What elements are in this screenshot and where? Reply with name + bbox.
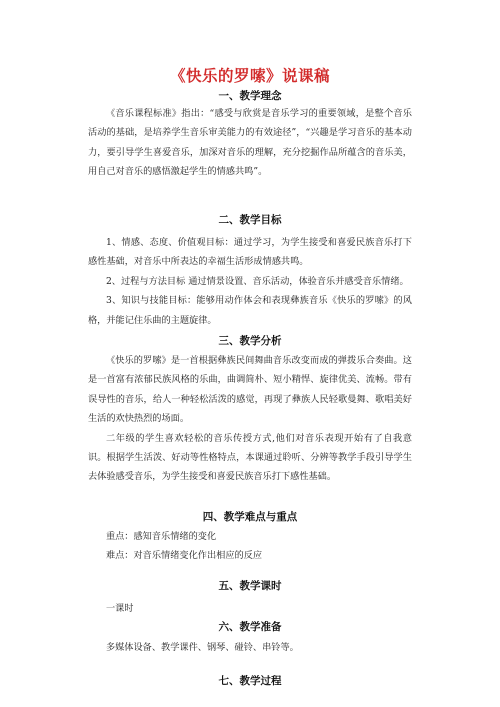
preparation-line: 多媒体设备、教学课件、钢琴、碰铃、串铃等。 bbox=[105, 642, 299, 653]
section-teaching-objectives bbox=[88, 212, 412, 330]
section-preparation bbox=[88, 619, 412, 657]
section-difficulties-key-points bbox=[88, 509, 412, 566]
section-teaching-process bbox=[88, 673, 412, 688]
section-heading: 一、教学理念 bbox=[218, 90, 282, 102]
paragraph: 二年级的学生喜欢轻松的音乐传授方式,他们对音乐表现开始有了自我意识。根据学生活泼、好动等性格特点，本课通过聆听、分辨等教学手段引导学生去体验感受音乐，为学生接受和喜爱民族音乐打下感性基础。 bbox=[88, 432, 412, 483]
section-teaching-analysis bbox=[88, 333, 412, 487]
class-hours-line: 一课时 bbox=[105, 603, 134, 614]
section-heading: 六、教学准备 bbox=[218, 621, 282, 633]
key-point-line: 重点：感知音乐情绪的变化 bbox=[105, 531, 217, 542]
section-heading: 四、教学难点与重点 bbox=[202, 511, 298, 523]
document-title: 《快乐的罗嗦》说课稿 bbox=[169, 67, 330, 85]
paragraph: 2、过程与方法目标 通过情景设置、音乐活动，体验音乐并感受音乐情绪。 bbox=[105, 275, 409, 287]
section-heading: 三、教学分析 bbox=[218, 335, 282, 347]
section-heading: 七、教学过程 bbox=[218, 675, 282, 687]
paragraph: 《音乐课程标准》指出：“感受与欣赏是音乐学习的重要领域，是整个音乐活动的基础，是培养学生音乐审美能力的有效途径”，“兴趣是学习音乐的基本动力，要引导学生喜爱音乐，加深对音乐的理解，充分挖掘作品所蕴含的音乐美，用自己对音乐的感悟激起学生的情感共鸣”。 bbox=[88, 108, 412, 178]
section-heading: 五、教学课时 bbox=[218, 580, 282, 592]
section-heading: 二、教学目标 bbox=[218, 214, 282, 226]
paragraph: 1、情感、态度、价值观目标：通过学习，为学生接受和喜爱民族音乐打下感性基础，对音乐中所表达的幸福生活形成情感共鸣。 bbox=[88, 237, 412, 268]
section-teaching-philosophy bbox=[88, 88, 412, 182]
paragraph: 《快乐的罗嗦》是一首根据彝族民间舞曲音乐改变而成的弹拨乐合奏曲。这是一首富有浓郁民族风格的乐曲，曲调简朴、短小精悍、旋律优美、流畅。带有误导性的音乐，给人一种轻松活泼的感觉，再现了彝族人民轻歌曼舞、歌唱美好生活的欢快热烈的场面。 bbox=[88, 355, 412, 425]
section-class-hours bbox=[88, 578, 412, 618]
paragraph: 3、知识与技能目标：能够用动作体会和表现彝族音乐《快乐的罗嗦》的风格，并能记住乐曲的主题旋律。 bbox=[88, 295, 412, 326]
difficulty-line: 难点：对音乐情绪变化作出相应的反应 bbox=[105, 550, 263, 562]
